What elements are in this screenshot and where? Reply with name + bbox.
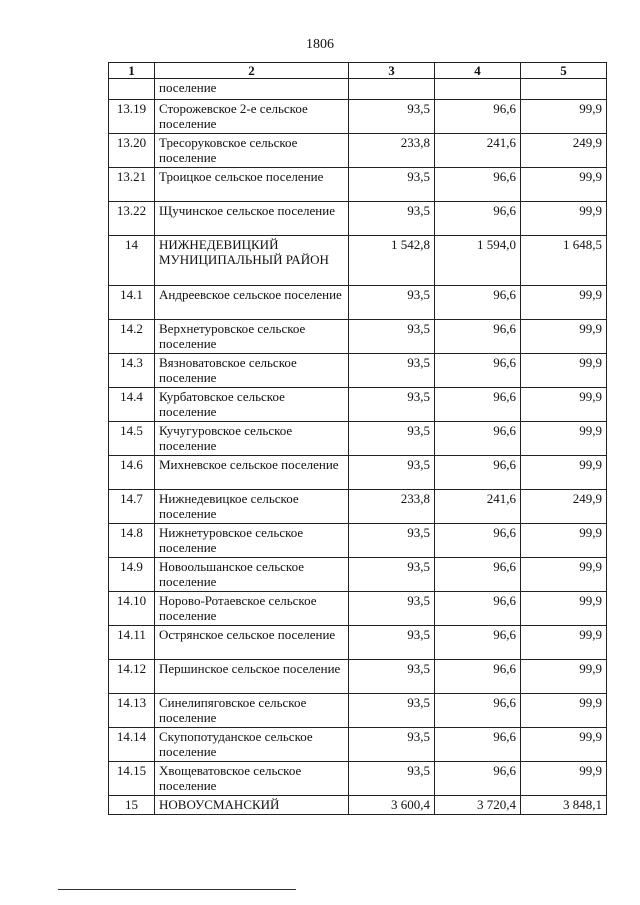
value-cell-4: 241,6: [435, 490, 521, 524]
table-row: [109, 286, 607, 320]
table-row: [109, 320, 607, 354]
row-name-cell: Нижнедевицкое сельское поселение: [155, 490, 349, 524]
column-header: 2: [155, 63, 349, 79]
value-cell-5: 99,9: [521, 660, 607, 694]
value-cell-5: 99,9: [521, 168, 607, 202]
value-cell-4: 96,6: [435, 100, 521, 134]
row-number-cell: 14.3: [109, 354, 155, 388]
row-number-cell: 14.11: [109, 626, 155, 660]
value-cell-4: 96,6: [435, 202, 521, 236]
value-cell-3: 93,5: [349, 354, 435, 388]
table-row: [109, 694, 607, 728]
table-row: [109, 168, 607, 202]
table-row: [109, 79, 607, 100]
row-name-cell: Сторожевское 2-е сельское поселение: [155, 100, 349, 134]
value-cell-3: 93,5: [349, 168, 435, 202]
value-cell-5: 99,9: [521, 100, 607, 134]
value-cell-3: 233,8: [349, 134, 435, 168]
value-cell-3: 93,5: [349, 202, 435, 236]
row-name-cell: Першинское сельское поселение: [155, 660, 349, 694]
row-name-cell: Вязноватовское сельское поселение: [155, 354, 349, 388]
value-cell-5: 99,9: [521, 626, 607, 660]
value-cell-5: 1 648,5: [521, 236, 607, 286]
table-row: [109, 236, 607, 286]
row-number-cell: [109, 79, 155, 100]
value-cell-3: 93,5: [349, 456, 435, 490]
row-name-cell: Хвощеватовское сельское поселение: [155, 762, 349, 796]
row-name-cell: Норово-Ротаевское сельское поселение: [155, 592, 349, 626]
value-cell-4: 96,6: [435, 388, 521, 422]
row-name-cell: Михневское сельское поселение: [155, 456, 349, 490]
value-cell-4: 1 594,0: [435, 236, 521, 286]
value-cell-5: 99,9: [521, 558, 607, 592]
table-row: [109, 134, 607, 168]
value-cell-5: 99,9: [521, 286, 607, 320]
page-number: 1806: [306, 37, 334, 52]
row-number-cell: 13.19: [109, 100, 155, 134]
table-row: [109, 592, 607, 626]
value-cell-5: 3 848,1: [521, 796, 607, 815]
value-cell-5: 99,9: [521, 320, 607, 354]
row-name-cell: Новоольшанское сельское поселение: [155, 558, 349, 592]
value-cell-5: 99,9: [521, 422, 607, 456]
value-cell-4: 96,6: [435, 762, 521, 796]
row-name-cell: Скупопотуданское сельское поселение: [155, 728, 349, 762]
value-cell-3: 93,5: [349, 558, 435, 592]
value-cell-4: 3 720,4: [435, 796, 521, 815]
value-cell-3: 233,8: [349, 490, 435, 524]
row-name-cell: НОВОУСМАНСКИЙ: [155, 796, 349, 815]
value-cell-4: 96,6: [435, 558, 521, 592]
row-number-cell: 14.15: [109, 762, 155, 796]
column-header: 3: [349, 63, 435, 79]
table-row: [109, 456, 607, 490]
value-cell-4: 96,6: [435, 422, 521, 456]
footnote-divider: [58, 889, 296, 890]
row-number-cell: 14.14: [109, 728, 155, 762]
value-cell-4: 96,6: [435, 456, 521, 490]
row-number-cell: 14.8: [109, 524, 155, 558]
row-name-cell: Верхнетуровское сельское поселение: [155, 320, 349, 354]
table-row: [109, 660, 607, 694]
row-name-cell: Щучинское сельское поселение: [155, 202, 349, 236]
value-cell-5: 99,9: [521, 762, 607, 796]
table-row: [109, 100, 607, 134]
table-row: [109, 796, 607, 815]
value-cell-5: 249,9: [521, 490, 607, 524]
table-row: [109, 354, 607, 388]
row-number-cell: 13.22: [109, 202, 155, 236]
value-cell-5: 99,9: [521, 456, 607, 490]
table-header-row: [109, 63, 607, 79]
column-header: 1: [109, 63, 155, 79]
table-body: [109, 79, 607, 815]
table-row: [109, 762, 607, 796]
value-cell-3: 93,5: [349, 626, 435, 660]
row-number-cell: 14.9: [109, 558, 155, 592]
row-number-cell: 14.13: [109, 694, 155, 728]
row-number-cell: 14: [109, 236, 155, 286]
table-row: [109, 490, 607, 524]
value-cell-3: 93,5: [349, 100, 435, 134]
row-number-cell: 14.5: [109, 422, 155, 456]
value-cell-3: 93,5: [349, 388, 435, 422]
row-name-cell: Кучугуровское сельское поселение: [155, 422, 349, 456]
value-cell-3: 93,5: [349, 762, 435, 796]
value-cell-3: 93,5: [349, 728, 435, 762]
value-cell-4: 96,6: [435, 524, 521, 558]
row-name-cell: поселение: [155, 79, 349, 100]
table-row: [109, 728, 607, 762]
value-cell-5: [521, 79, 607, 100]
row-number-cell: 14.2: [109, 320, 155, 354]
table-row: [109, 626, 607, 660]
table-row: [109, 558, 607, 592]
column-header: 5: [521, 63, 607, 79]
value-cell-5: 99,9: [521, 354, 607, 388]
row-number-cell: 14.10: [109, 592, 155, 626]
value-cell-5: 99,9: [521, 592, 607, 626]
budget-table: [108, 62, 607, 815]
value-cell-3: 93,5: [349, 320, 435, 354]
value-cell-4: 96,6: [435, 168, 521, 202]
table-row: [109, 422, 607, 456]
table-row: [109, 524, 607, 558]
value-cell-5: 99,9: [521, 728, 607, 762]
row-number-cell: 15: [109, 796, 155, 815]
value-cell-4: 96,6: [435, 694, 521, 728]
value-cell-3: 93,5: [349, 524, 435, 558]
row-name-cell: Андреевское сельское поселение: [155, 286, 349, 320]
value-cell-3: 93,5: [349, 660, 435, 694]
value-cell-3: 93,5: [349, 592, 435, 626]
row-number-cell: 14.1: [109, 286, 155, 320]
value-cell-4: 96,6: [435, 660, 521, 694]
row-number-cell: 14.12: [109, 660, 155, 694]
value-cell-3: 93,5: [349, 694, 435, 728]
value-cell-4: 96,6: [435, 592, 521, 626]
value-cell-5: 99,9: [521, 202, 607, 236]
row-name-cell: Нижнетуровское сельское поселение: [155, 524, 349, 558]
value-cell-5: 99,9: [521, 388, 607, 422]
row-number-cell: 14.6: [109, 456, 155, 490]
value-cell-4: 96,6: [435, 728, 521, 762]
row-name-cell: Острянское сельское поселение: [155, 626, 349, 660]
value-cell-5: 249,9: [521, 134, 607, 168]
value-cell-4: 96,6: [435, 626, 521, 660]
row-name-cell: Курбатовское сельское поселение: [155, 388, 349, 422]
column-header: 4: [435, 63, 521, 79]
row-number-cell: 14.4: [109, 388, 155, 422]
row-number-cell: 13.21: [109, 168, 155, 202]
table-row: [109, 202, 607, 236]
row-name-cell: Синелипяговское сельское поселение: [155, 694, 349, 728]
value-cell-3: 93,5: [349, 286, 435, 320]
value-cell-4: 241,6: [435, 134, 521, 168]
value-cell-4: 96,6: [435, 354, 521, 388]
value-cell-4: 96,6: [435, 320, 521, 354]
value-cell-3: 93,5: [349, 422, 435, 456]
value-cell-3: 1 542,8: [349, 236, 435, 286]
value-cell-4: [435, 79, 521, 100]
value-cell-3: 3 600,4: [349, 796, 435, 815]
value-cell-5: 99,9: [521, 524, 607, 558]
value-cell-3: [349, 79, 435, 100]
row-number-cell: 14.7: [109, 490, 155, 524]
row-name-cell: Троицкое сельское поселение: [155, 168, 349, 202]
table-row: [109, 388, 607, 422]
value-cell-5: 99,9: [521, 694, 607, 728]
row-number-cell: 13.20: [109, 134, 155, 168]
row-name-cell: НИЖНЕДЕВИЦКИЙ МУНИЦИПАЛЬНЫЙ РАЙОН: [155, 236, 349, 286]
row-name-cell: Тресоруковское сельское поселение: [155, 134, 349, 168]
value-cell-4: 96,6: [435, 286, 521, 320]
